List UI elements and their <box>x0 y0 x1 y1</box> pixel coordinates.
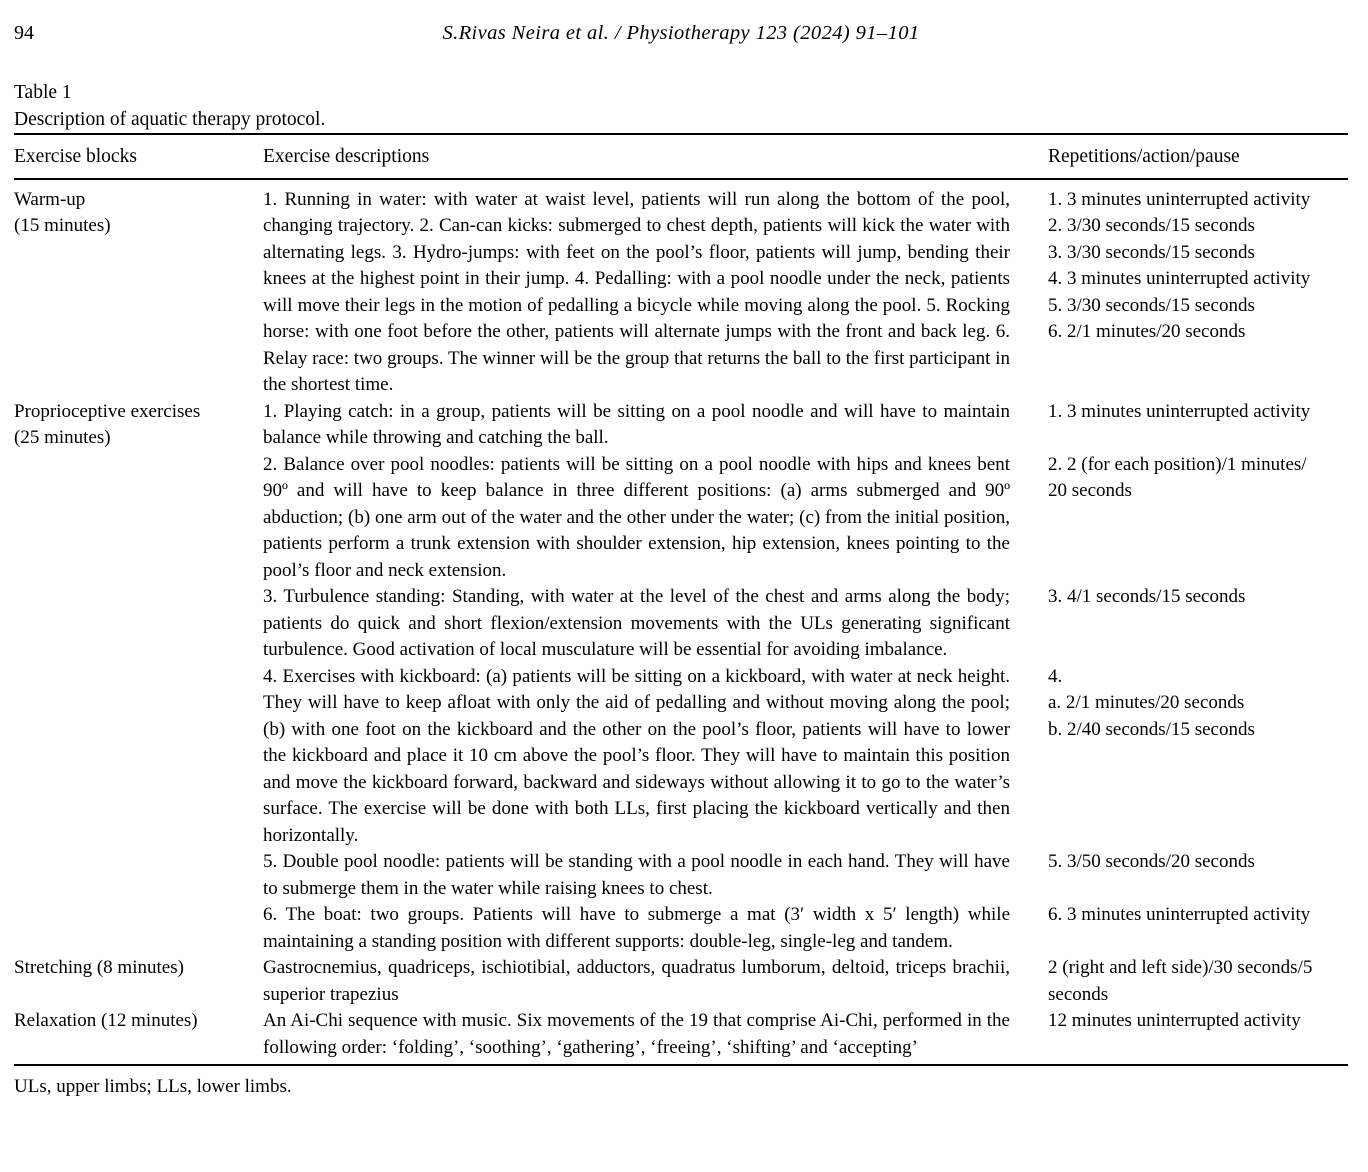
description-cell: 6. The boat: two groups. Patients will have to submerge a mat (3′ width x 5′ length) while maintaining a standing position with different supports: double-leg, single-leg and tandem. <box>263 904 1010 952</box>
table-row <box>14 452 1348 585</box>
column-header-repetitions: Repetitions/action/pause <box>1048 146 1240 167</box>
repetition-line: 5. 3/30 seconds/15 seconds <box>1048 294 1255 316</box>
table-bottom-rule <box>14 1064 1348 1066</box>
block-label-line: Relaxation (12 minutes) <box>14 1010 198 1031</box>
repetitions-cell <box>1048 955 1348 1008</box>
repetition-line: 3. 4/1 seconds/15 seconds <box>1048 586 1246 607</box>
table-row <box>14 902 1348 955</box>
block-label-cell <box>14 187 263 240</box>
repetitions-cell <box>1048 187 1348 346</box>
block-label-line: Proprioceptive exercises <box>14 400 201 422</box>
repetition-line: 4. <box>1048 665 1063 687</box>
block-label-line: Stretching (8 minutes) <box>14 957 184 978</box>
table-body <box>14 180 1348 1065</box>
repetitions-cell <box>1048 584 1348 611</box>
table-row <box>14 399 1348 452</box>
repetition-line: 1. 3 minutes uninterrupted activity <box>1048 188 1311 210</box>
repetition-line: a. 2/1 minutes/20 seconds <box>1048 692 1245 713</box>
repetitions-cell <box>1048 452 1348 505</box>
repetitions-cell <box>1048 664 1348 744</box>
description-cell: Gastrocnemius, quadriceps, ischiotibial, adductors, quadratus lumborum, deltoid, triceps brachii, superior trapezius <box>263 957 1010 1005</box>
description-cell: An Ai-Chi sequence with music. Six movements of the 19 that comprise Ai-Chi, performed in the following order: ‘folding’, ‘soothing’, ‘gathering’, ‘freeing’, ‘shifting’ and ‘accepting’ <box>263 1010 1010 1058</box>
description-cell: 1. Playing catch: in a group, patients will be sitting on a pool noodle and will have to maintain balance while throwing and catching the ball. <box>263 400 1010 448</box>
repetitions-cell <box>1048 849 1348 876</box>
repetitions-cell <box>1048 399 1348 426</box>
table-header-row <box>14 135 1348 178</box>
column-header-exercise-blocks: Exercise blocks <box>14 146 137 167</box>
repetition-line: b. 2/40 seconds/15 seconds <box>1048 718 1255 740</box>
table-row <box>14 955 1348 1008</box>
running-head-area <box>14 20 1348 47</box>
repetitions-cell <box>1048 902 1348 929</box>
repetition-line: 2. 3/30 seconds/15 seconds <box>1048 215 1255 236</box>
repetition-line: 5. 3/50 seconds/20 seconds <box>1048 851 1255 872</box>
table-row <box>14 1008 1348 1061</box>
repetition-line: seconds <box>1048 983 1109 1005</box>
repetition-line: 6. 3 minutes uninterrupted activity <box>1048 904 1311 925</box>
block-label-line: (15 minutes) <box>14 215 111 236</box>
block-label-cell <box>14 399 263 452</box>
repetition-line: 1. 3 minutes uninterrupted activity <box>1048 400 1311 422</box>
repetition-line: 12 minutes uninterrupted activity <box>1048 1010 1301 1031</box>
table-row <box>14 664 1348 850</box>
repetition-line: 2 (right and left side)/30 seconds/5 <box>1048 957 1313 978</box>
repetition-line: 3. 3/30 seconds/15 seconds <box>1048 241 1255 263</box>
column-header-exercise-descriptions: Exercise descriptions <box>263 146 430 167</box>
table-row <box>14 187 1348 399</box>
description-cell: 4. Exercises with kickboard: (a) patients will be sitting on a kickboard, with water at neck height. They will have to keep afloat with only the aid of pedalling and without moving along the pool; (b) with one foot on the kickboard and the other on the pool’s floor, patients will have to lower the kickboard and place it 10 cm above the pool’s floor. They will have to maintain this position and move the kickboard forward, backward and sideways without allowing it to go to the water’s surface. The exercise will be done with both LLs, first placing the kickboard vertically and then horizontally. <box>263 665 1010 846</box>
block-label-line: (25 minutes) <box>14 427 111 448</box>
description-cell: 1. Running in water: with water at waist level, patients will run along the bottom of the pool, changing trajectory. 2. Can-can kicks: submerged to chest depth, patients will kick the water with alternating legs. 3. Hydro-jumps: with feet on the pool’s floor, patients will jump, bending their knees at the highest point in their jump. 4. Pedalling: with a pool noodle under the neck, patients will move their legs in the motion of pedalling a bicycle while moving along the pool. 5. Rocking horse: with one foot before the other, patients will alternate jumps with the front and back leg. 6. Relay race: two groups. The winner will be the group that returns the ball to the first participant in the shortest time. <box>263 188 1010 395</box>
table-label: Table 1 <box>14 82 72 103</box>
table-row <box>14 584 1348 664</box>
running-head-title: S.Rivas Neira et al. / Physiotherapy 123 (2024) 91–101 <box>442 22 920 44</box>
page-number: 94 <box>14 22 34 44</box>
table-caption: Description of aquatic therapy protocol. <box>14 108 326 130</box>
description-cell: 5. Double pool noodle: patients will be standing with a pool noodle in each hand. They will have to submerge them in the water while raising knees to chest. <box>263 851 1010 899</box>
description-cell: 2. Balance over pool noodles: patients will be sitting on a pool noodle with hips and knees bent 90º and will have to keep balance in three different positions: (a) arms submerged and 90º abduction; (b) one arm out of the water and the other under the water; (c) from the initial position, patients perform a trunk extension with shoulder extension, hip extension, knees pointing to the pool’s floor and neck extension. <box>263 453 1010 581</box>
repetitions-cell <box>1048 1008 1348 1035</box>
block-label-cell <box>14 955 263 982</box>
repetition-line: 6. 2/1 minutes/20 seconds <box>1048 321 1246 342</box>
repetition-line: 4. 3 minutes uninterrupted activity <box>1048 268 1311 289</box>
block-label-line: Warm-up <box>14 188 86 210</box>
description-cell: 3. Turbulence standing: Standing, with water at the level of the chest and arms along the body; patients do quick and short flexion/extension movements with the ULs generating significant turbulence. Good activation of local musculature will be essential for avoiding imbalance. <box>263 586 1010 660</box>
block-label-cell <box>14 1008 263 1035</box>
repetition-line: 20 seconds <box>1048 480 1132 501</box>
repetition-line: 2. 2 (for each position)/1 minutes/ <box>1048 453 1307 475</box>
table-row <box>14 849 1348 902</box>
table-footnote: ULs, upper limbs; LLs, lower limbs. <box>14 1076 292 1097</box>
